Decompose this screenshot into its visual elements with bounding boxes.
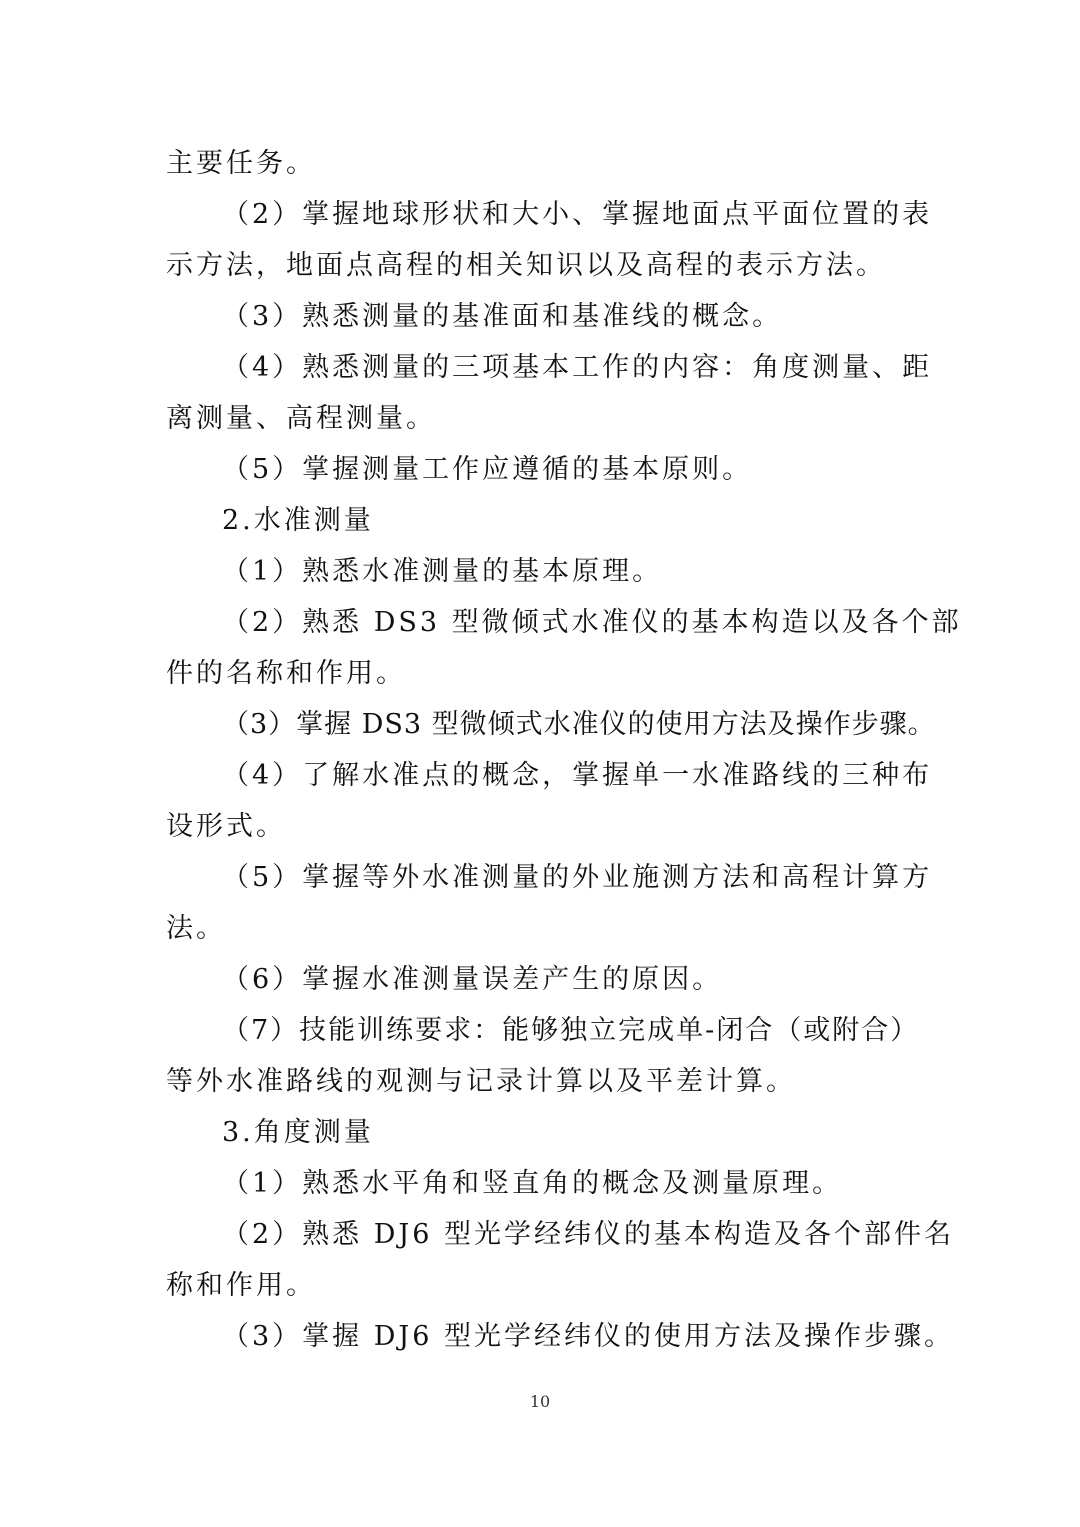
text-line: （4）了解水准点的概念，掌握单一水准路线的三种布 [222, 760, 933, 791]
text-line: 离测量、高程测量。 [166, 403, 436, 434]
text-line: 等外水准路线的观测与记录计算以及平差计算。 [166, 1066, 796, 1097]
page-number: 10 [529, 1392, 551, 1411]
section-heading: 2.水准测量 [222, 505, 374, 536]
text-line: 主要任务。 [166, 148, 316, 179]
text-line: （1）熟悉水准测量的基本原理。 [222, 556, 663, 587]
text-line: （2）熟悉 DJ6 型光学经纬仪的基本构造及各个部件名 [222, 1219, 954, 1250]
document-body [166, 138, 962, 1362]
text-line: （6）掌握水准测量误差产生的原因。 [222, 964, 723, 995]
text-line: （3）熟悉测量的基准面和基准线的概念。 [222, 301, 783, 332]
text-line: （3）掌握 DS3 型微倾式水准仪的使用方法及操作步骤。 [222, 709, 936, 740]
text-line: （1）熟悉水平角和竖直角的概念及测量原理。 [222, 1168, 843, 1199]
section-heading: 3.角度测量 [222, 1117, 374, 1148]
text-line: 示方法，地面点高程的相关知识以及高程的表示方法。 [166, 250, 886, 281]
text-line: 称和作用。 [166, 1270, 316, 1301]
text-line: （5）掌握测量工作应遵循的基本原则。 [222, 454, 753, 485]
text-line: 法。 [166, 913, 226, 944]
text-line: 设形式。 [166, 811, 286, 842]
text-line: （3）掌握 DJ6 型光学经纬仪的使用方法及操作步骤。 [222, 1321, 954, 1352]
text-line: （2）掌握地球形状和大小、掌握地面点平面位置的表 [222, 199, 933, 230]
text-line: （7）技能训练要求：能够独立完成单-闭合（或附合） [222, 1015, 920, 1046]
text-line: （5）掌握等外水准测量的外业施测方法和高程计算方 [222, 862, 933, 893]
text-line: （4）熟悉测量的三项基本工作的内容：角度测量、距 [222, 352, 933, 383]
text-line: 件的名称和作用。 [166, 658, 406, 689]
text-line: （2）熟悉 DS3 型微倾式水准仪的基本构造以及各个部 [222, 607, 962, 638]
